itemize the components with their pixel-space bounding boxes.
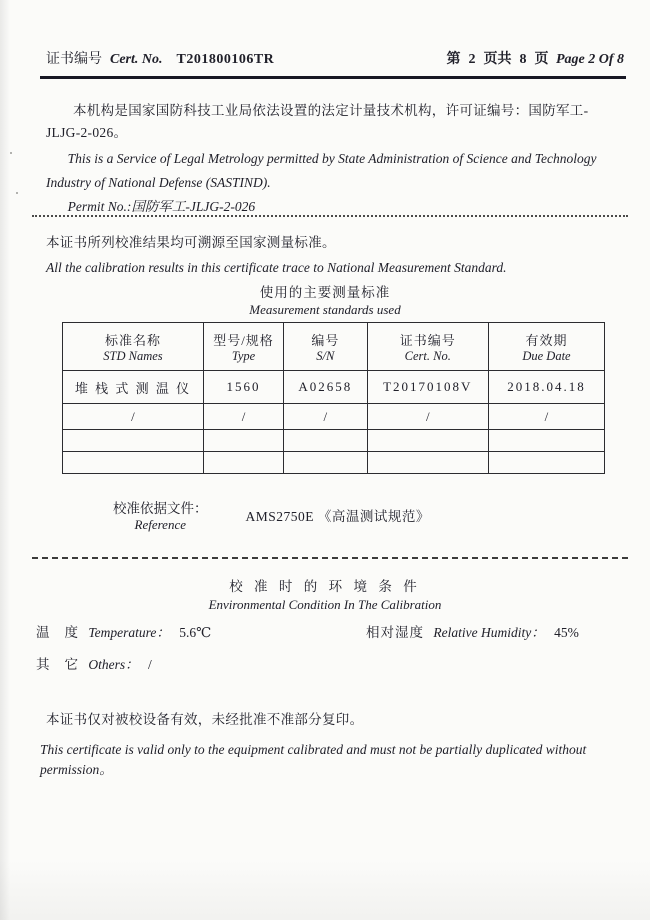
reference-value: AMS2750E 《高温测试规范》 [245,509,430,524]
humidity-label-zh: 相对湿度 [366,625,424,640]
col-header-cert-no: 证书编号 Cert. No. [367,323,488,371]
environment-row-2 [36,653,152,673]
cell-due-date: / [488,404,604,430]
cell-type: / [203,404,283,430]
permit-number: Permit No.:国防军工-JLJG-2-026 [67,199,256,215]
cell-std-name: / [63,404,204,430]
cell-sn: A02658 [284,371,367,404]
page-number-zh: 第 2 页共 8 页 [446,52,549,67]
cell-sn: / [284,404,367,430]
humidity-item [366,621,579,641]
intro-text-en: This is a Service of Legal Metrology permitted by State Administration of Science and Technology Industry of National Defense (SASTIND). [46,151,597,190]
standards-title [0,281,650,318]
page-header [46,48,624,68]
dashed-separator [32,557,628,559]
intro-text-zh: 本机构是国家国防科技工业局依法设置的法定计量技术机构，许可证编号：国防军工-JLJG-2-026。 [46,103,589,140]
cell-cert-no: T20170108V [367,371,488,404]
cell-type: 1560 [203,371,283,404]
traceability-section [46,233,622,276]
environment-row-1 [36,621,622,641]
validity-statement-en: This certificate is valid only to the equipment calibrated and must not be partially duplicated without permission。 [40,742,587,778]
table-row [63,371,605,404]
cell-due-date: 2018.04.18 [488,371,604,404]
page-number-line [442,48,624,68]
col-header-sn: 编号 S/N [284,323,367,371]
col-header-std-names: 标准名称 STD Names [63,323,204,371]
others-label-en: Others： [88,657,139,672]
header-rule [40,76,626,79]
others-item [36,657,152,672]
intro-section [46,100,622,219]
reference-label [113,497,208,533]
col-header-type: 型号/规格 Type [203,323,283,371]
standards-table [62,322,605,474]
trace-text-en: All the calibration results in this certificate trace to National Measurement Standard. [46,260,507,276]
cell-sn [284,430,367,452]
environment-title-en: Environmental Condition In The Calibration [208,597,442,612]
humidity-value: 45% [554,625,579,640]
table-header-row [63,323,605,371]
table-row [63,430,605,452]
cell-cert-no [367,430,488,452]
cert-number: T201800106TR [176,52,275,67]
cell-due-date [488,430,604,452]
reference-label-zh: 校准依据文件： [113,501,208,516]
temperature-label-zh: 温 度 [36,625,79,640]
cell-due-date [488,452,604,474]
cell-type [203,430,283,452]
cell-sn [284,452,367,474]
standards-title-zh: 使用的主要测量标准 [259,285,391,300]
table-row [63,404,605,430]
cell-std-name: 堆 栈 式 测 温 仪 [63,371,204,404]
temperature-item [36,621,211,641]
scan-speck [10,152,12,154]
col-header-due-date: 有效期 Due Date [488,323,604,371]
page-number-en: Page 2 Of 8 [555,52,624,67]
environment-title-zh: 校 准 时 的 环 境 条 件 [229,579,421,594]
trace-text-zh: 本证书所列校准结果均可溯源至国家测量标准。 [46,235,336,250]
cert-label-zh: 证书编号 [46,52,102,67]
others-label-zh: 其 它 [36,657,79,672]
table-row [63,452,605,474]
cert-label-en: Cert. No. [110,52,163,67]
cell-std-name [63,430,204,452]
reference-section [113,497,430,533]
environment-title [0,575,650,613]
cell-std-name [63,452,204,474]
temperature-label-en: Temperature： [88,625,170,640]
cell-type [203,452,283,474]
temperature-value: 5.6℃ [179,625,212,640]
standards-title-en: Measurement standards used [249,302,401,317]
validity-statement-zh: 本证书仅对被校设备有效，未经批准不准部分复印。 [46,712,364,727]
humidity-label-en: Relative Humidity： [433,625,545,640]
reference-label-en: Reference [134,517,186,532]
cell-cert-no [367,452,488,474]
cell-cert-no: / [367,404,488,430]
cert-number-line [46,48,274,68]
others-value: / [148,657,152,672]
scan-speck [16,192,18,194]
dotted-separator [32,215,628,217]
